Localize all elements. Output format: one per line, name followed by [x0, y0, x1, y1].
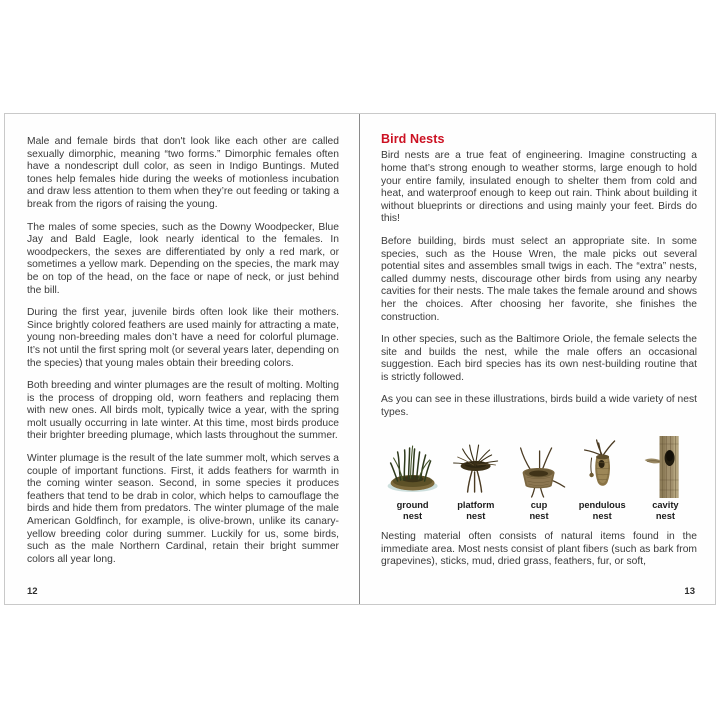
- left-paragraph-2: The males of some species, such as the Downy Woodpecker, Blue Jay and Bald Eagle, look nearly identical to the females. In woodpeckers, the sexes are differentiated by only a red mark, or sometimes a yellow mark. Depending on the species, the mark may be on top of the head, on the face or nape of neck, or just behind the bill.: [27, 221, 339, 296]
- label-platform-nest-line2: nest: [466, 510, 486, 521]
- left-paragraph-1: Male and female birds that don't look like each other are called sexually dimorphic, meaning “two forms.” Dimorphic females often have a nondescript dull color, as seen in Indigo Buntings. Muted tones help females hide during the weeks of motionless incubation and draw less attention to them when they’re out feeding or taking a break from the rigors of raising the young.: [27, 136, 339, 210]
- platform-nest-icon: [444, 436, 507, 498]
- label-pendulous-nest-line1: pendulous: [578, 499, 626, 510]
- label-cup-nest-line1: cup: [530, 499, 548, 510]
- page-number-right: 13: [684, 586, 695, 597]
- cup-nest-icon: [507, 436, 570, 498]
- label-pendulous-nest-line2: nest: [592, 510, 612, 521]
- left-paragraph-5: Winter plumage is the result of the late summer molt, which serves a couple of important functions. First, it adds feathers for warmth in the coming winter season. Second, in some species it produces feathers that tend to be drab in color, which helps to camouflage the birds and hide them from predators. The winter plumage of the male American Goldfinch, for example, is olive-brown, unlike its canary-yellow breeding color during summer. Luckily for us, some birds, such as the male Northern Cardinal, retain their bright summer colors all year long.: [27, 453, 339, 565]
- label-platform-nest-line1: platform: [457, 499, 495, 510]
- figure-ground-nest: [381, 430, 444, 498]
- label-ground-nest-line2: nest: [403, 510, 423, 521]
- nest-illustration-strip: [381, 430, 697, 498]
- page-number-left: 12: [27, 586, 38, 597]
- label-pendulous-nest: [571, 500, 634, 522]
- label-cavity-nest: [634, 500, 697, 522]
- ground-nest-icon: [381, 436, 444, 498]
- pendulous-nest-icon: [571, 436, 634, 498]
- cavity-nest-icon: [634, 436, 697, 498]
- right-paragraph-1: Bird nests are a true feat of engineering. Imagine constructing a home that’s strong enough to weather storms, large enough to hold your entire family, insulated enough to shelter them from cold and heat, and waterproof enough to keep out rain. Think about building it without blueprints or directions and using mainly your feet. Birds do this!: [381, 150, 697, 225]
- label-cavity-nest-line1: cavity: [652, 499, 679, 510]
- label-cup-nest-line2: nest: [529, 510, 549, 521]
- figure-pendulous-nest: [571, 430, 634, 498]
- left-paragraph-3: During the first year, juvenile birds often look like their mothers. Since brightly colored feathers are used mainly for attracting a mate, young non-breeding males don’t have a need for colorful plumage. It’s not until the first spring molt (or several years later, depending on the species) that young males obtain their breeding colors.: [27, 307, 339, 369]
- left-page: [5, 114, 360, 604]
- figure-cup-nest: [507, 430, 570, 498]
- right-paragraph-5: Nesting material often consists of natural items found in the immediate area. Most nests consist of plant fibers (such as bark from grapevines), sticks, mud, dried grass, feathers, fur, or soft,: [381, 531, 697, 568]
- label-platform-nest: [444, 500, 507, 522]
- label-ground-nest-line1: ground: [396, 499, 429, 510]
- label-cup-nest: [507, 500, 570, 522]
- page-title: Bird Nests: [381, 132, 445, 146]
- figure-platform-nest: [444, 430, 507, 498]
- right-paragraph-4: As you can see in these illustrations, birds build a wide variety of nest types.: [381, 394, 697, 419]
- label-cavity-nest-line2: nest: [655, 510, 675, 521]
- figure-cavity-nest: [634, 430, 697, 498]
- right-page: [360, 114, 715, 604]
- nest-label-strip: [381, 500, 697, 522]
- right-paragraph-3: In other species, such as the Baltimore Oriole, the female selects the site and builds the nest, while the male offers an occasional suggestion. Each bird species has its own nest-building routine that is strictly followed.: [381, 334, 697, 383]
- book-spread: [4, 113, 716, 605]
- right-paragraph-2: Before building, birds must select an appropriate site. In some species, such as the House Wren, the male picks out several potential sites and assembles small twigs in each. The “extra” nests, called dummy nests, discourage other birds from using any nearby cavities for their nests. The male takes the female around and shows her the choices. After choosing her favorite, she finishes the construction.: [381, 235, 697, 323]
- left-paragraph-4: Both breeding and winter plumages are the result of molting. Molting is the process of dropping old, worn feathers and replacing them with new ones. All birds molt, typically twice a year, with the spring molt usually occurring in late winter. At this time, most birds produce their brighter breeding plumage, which lasts throughout the summer.: [27, 380, 339, 442]
- label-ground-nest: [381, 500, 444, 522]
